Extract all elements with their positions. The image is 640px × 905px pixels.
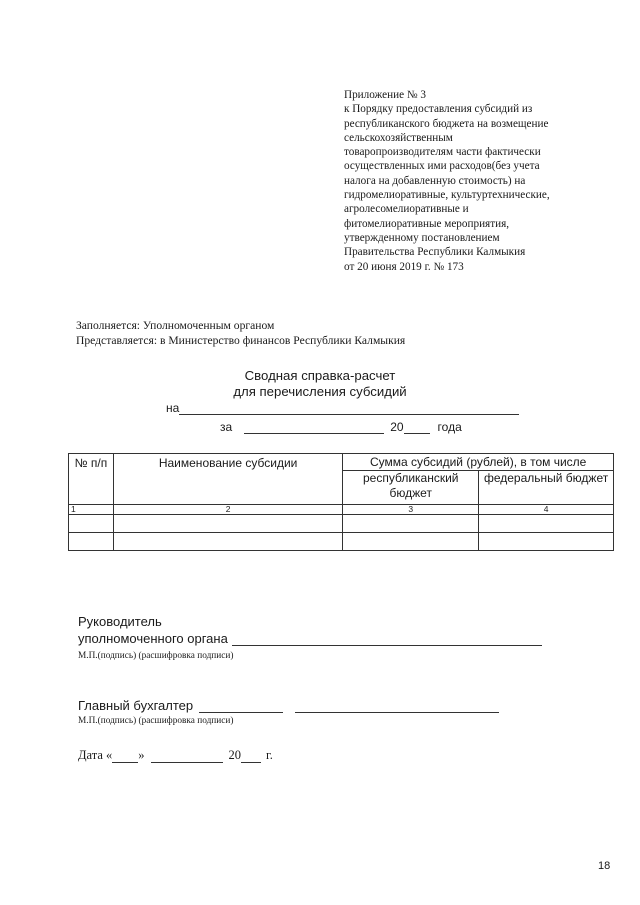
head-label-1: Руководитель [78, 614, 162, 629]
year-blank[interactable] [404, 421, 430, 434]
accountant-signature-blank[interactable] [199, 700, 283, 713]
appendix-line: сельскохозяйственным [344, 131, 453, 144]
num-cell: 2 [113, 505, 342, 515]
table-cell[interactable] [69, 533, 114, 551]
submitted-to-text: Представляется: в Министерство финансов Республики Калмыкия [76, 334, 406, 347]
date-month-blank[interactable] [151, 750, 223, 763]
doc-subtitle: для перечисления субсидий [233, 384, 407, 399]
accountant-signature-line [78, 698, 499, 713]
appendix-line: Правительства Республики Калмыкия [344, 246, 526, 259]
col-federal-header: федеральный бюджет [479, 471, 614, 505]
appendix-line: гидромелиоративные, культуртехнические, [344, 189, 550, 202]
head-note: М.П.(подпись) (расшифровка подписи) [78, 651, 234, 661]
appendix-line: налога на добавленную стоимость) на [344, 174, 526, 187]
appendix-line: товаропроизводителям части фактически [344, 146, 541, 159]
page-number: 18 [598, 860, 611, 872]
head-signature-blank[interactable] [232, 633, 542, 646]
date-label: Дата « [78, 748, 113, 762]
col-republic-header: республиканский бюджет [343, 471, 479, 505]
table-cell[interactable] [343, 533, 479, 551]
col-sum-header: Сумма субсидий (рублей), в том числе [343, 454, 614, 471]
table-cell[interactable] [69, 515, 114, 533]
table-cell[interactable] [113, 515, 342, 533]
period-blank[interactable] [244, 421, 384, 434]
for-label: за [220, 420, 233, 434]
period-line [220, 420, 462, 434]
col-num-header: № п/п [69, 454, 114, 505]
on-line [166, 401, 519, 415]
table-row [69, 533, 614, 551]
accountant-label: Главный бухгалтер [78, 698, 194, 713]
table-row [69, 515, 614, 533]
col-name-header: Наименование субсидии [113, 454, 342, 505]
appendix-line: от 20 июня 2019 г. № 173 [344, 260, 464, 273]
year-suffix: года [437, 420, 462, 434]
appendix-line: осуществленных ими расходов(без учета [344, 160, 540, 173]
accountant-name-blank[interactable] [295, 700, 499, 713]
accountant-note: М.П.(подпись) (расшифровка подписи) [78, 716, 234, 726]
year-prefix: 20 [390, 420, 404, 434]
on-blank[interactable] [179, 402, 519, 415]
date-year-blank[interactable] [241, 750, 261, 763]
filled-by-text: Заполняется: Уполномоченным органом [76, 319, 275, 332]
num-cell: 1 [69, 505, 114, 515]
date-line [78, 748, 273, 763]
subsidy-table [68, 453, 614, 551]
appendix-line: Приложение № 3 [344, 89, 426, 101]
num-cell: 3 [343, 505, 479, 515]
num-cell: 4 [479, 505, 614, 515]
table-cell[interactable] [479, 515, 614, 533]
head-signature-line [78, 631, 542, 646]
head-label-2: уполномоченного органа [78, 631, 228, 646]
date-mid: » [138, 748, 145, 762]
on-label: на [166, 401, 180, 415]
appendix-line: республиканского бюджета на возмещение [344, 117, 549, 130]
table-cell[interactable] [113, 533, 342, 551]
table-row-numbers [69, 505, 614, 515]
appendix-line: агролесомелиоративные и [344, 203, 469, 216]
appendix-header [344, 88, 614, 274]
date-suffix: г. [266, 748, 273, 762]
table-cell[interactable] [343, 515, 479, 533]
table-cell[interactable] [479, 533, 614, 551]
date-day-blank[interactable] [112, 750, 138, 763]
appendix-line: к Порядку предоставления субсидий из [344, 103, 533, 116]
appendix-line: утвержденному постановлением [344, 231, 500, 244]
doc-title: Сводная справка-расчет [244, 368, 396, 383]
date-year-prefix: 20 [228, 748, 242, 762]
fill-info [76, 318, 405, 348]
appendix-line: фитомелиоративные мероприятия, [344, 217, 510, 230]
